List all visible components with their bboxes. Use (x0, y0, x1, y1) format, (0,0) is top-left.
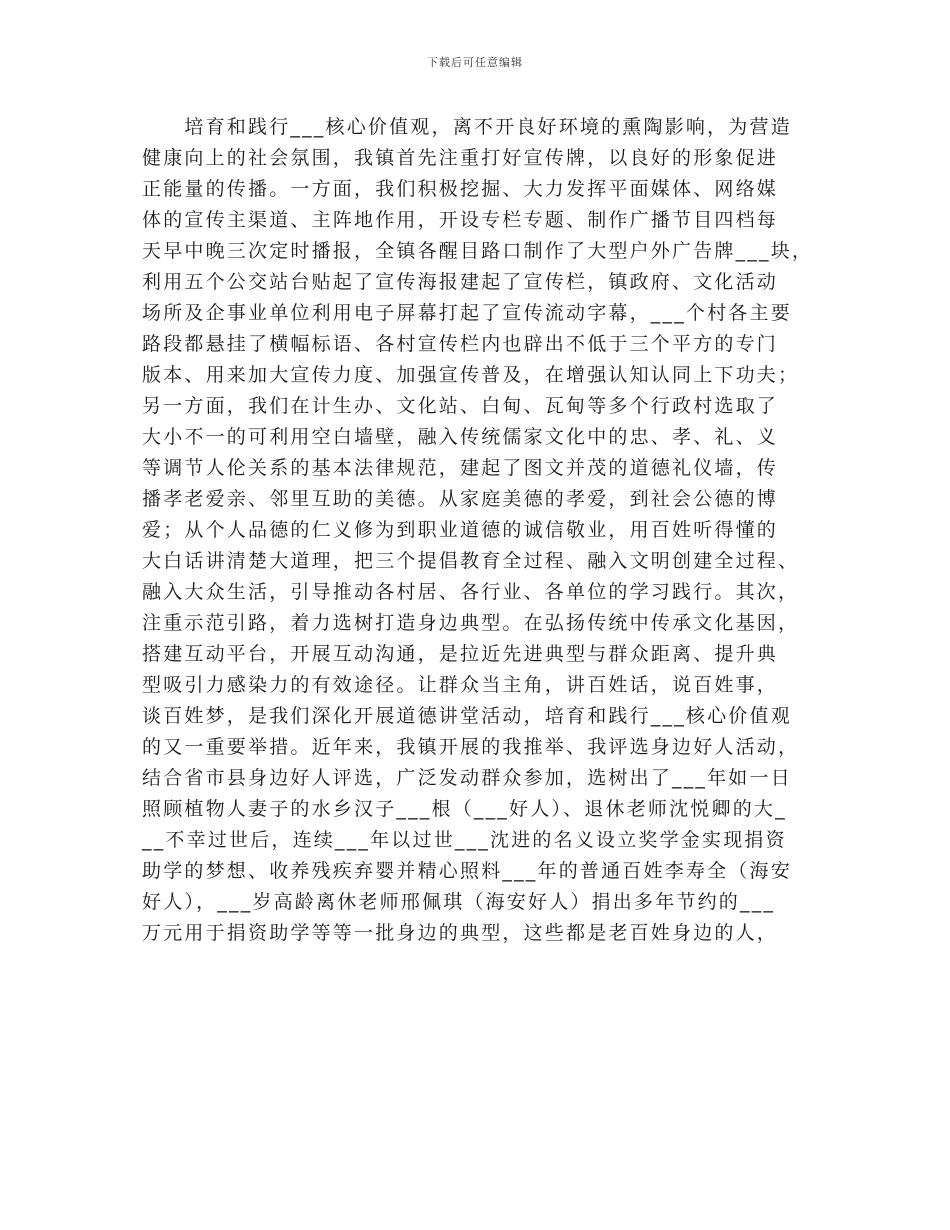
paragraph-line: 大白话讲清楚大道理，把三个提倡教育全过程、融入文明创建全过程、 (142, 550, 800, 572)
paragraph-line: 型吸引力感染力的有效途径。让群众当主角，讲百姓话，说百姓事， (142, 674, 779, 696)
paragraph-line: 的又一重要举措。近年来，我镇开展的我推举、我评选身边好人活动， (142, 736, 800, 758)
paragraph-line: 路段都悬挂了横幅标语、各村宣传栏内也辟出不低于三个平方的专门 (142, 333, 779, 355)
paragraph-line: 体的宣传主渠道、主阵地作用，开设专栏专题、制作广播节目四档每 (142, 209, 779, 231)
paragraph-line: 注重示范引路，着力选树打造身边典型。在弘扬传统中传承文化基因， (142, 612, 800, 634)
paragraph-line: 等调节人伦关系的基本法律规范，建起了图文并茂的道德礼仪墙，传 (142, 457, 779, 479)
paragraph-line: 正能量的传播。一方面，我们积极挖掘、大力发挥平面媒体、网络媒 (142, 178, 779, 200)
paragraph-line: 谈百姓梦，是我们深化开展道德讲堂活动，培育和践行___核心价值观 (142, 705, 792, 727)
paragraph-line: 好人），___岁高龄离休老师邢佩琪（海安好人）捐出多年节约的___ (142, 891, 776, 913)
paragraph-line: 融入大众生活，引导推动各村居、各行业、各单位的学习践行。其次， (142, 581, 800, 603)
paragraph-line: __不幸过世后，连续___年以过世___沈进的名义设立奖学金实现捐资 (142, 829, 787, 851)
paragraph-line: 结合省市县身边好人评选，广泛发动群众参加，选树出了___年如一日 (142, 767, 792, 789)
paragraph-line: 另一方面，我们在计生办、文化站、白甸、瓦甸等多个行政村选取了 (142, 395, 779, 417)
paragraph-line: 版本、用来加大宣传力度、加强宣传普及，在增强认知认同上下功夫； (142, 364, 800, 386)
body-paragraph (142, 112, 814, 949)
paragraph-line: 培育和践行___核心价值观，离不开良好环境的熏陶影响，为营造 (142, 116, 792, 138)
paragraph-line: 播孝老爱亲、邻里互助的美德。从家庭美德的孝爱，到社会公德的博 (142, 488, 779, 510)
page-header: 下载后可任意编辑 (427, 56, 523, 69)
paragraph-line: 万元用于捐资助学等等一批身边的典型，这些都是老百姓身边的人， (142, 922, 779, 944)
paragraph-line: 照顾植物人妻子的水乡汉子___根（___好人）、退休老师沈悦卿的大_ (142, 798, 787, 820)
paragraph-line: 场所及企事业单位利用电子屏幕打起了宣传流动字幕，___个村各主要 (142, 302, 792, 324)
paragraph-line: 健康向上的社会氛围，我镇首先注重打好宣传牌，以良好的形象促进 (142, 147, 779, 169)
paragraph-line: 大小不一的可利用空白墙壁，融入传统儒家文化中的忠、孝、礼、义 (142, 426, 779, 448)
paragraph-line: 天早中晚三次定时播报，全镇各醒目路口制作了大型户外广告牌___块， (142, 240, 814, 262)
paragraph-line: 搭建互动平台，开展互动沟通，是拉近先进典型与群众距离、提升典 (142, 643, 779, 665)
paragraph-line: 助学的梦想、收养残疾弃婴并精心照料___年的普通百姓李寿全（海安 (142, 860, 792, 882)
paragraph-line: 爱；从个人品德的仁义修为到职业道德的诚信敬业，用百姓听得懂的 (142, 519, 779, 541)
paragraph-line: 利用五个公交站台贴起了宣传海报建起了宣传栏，镇政府、文化活动 (142, 271, 779, 293)
